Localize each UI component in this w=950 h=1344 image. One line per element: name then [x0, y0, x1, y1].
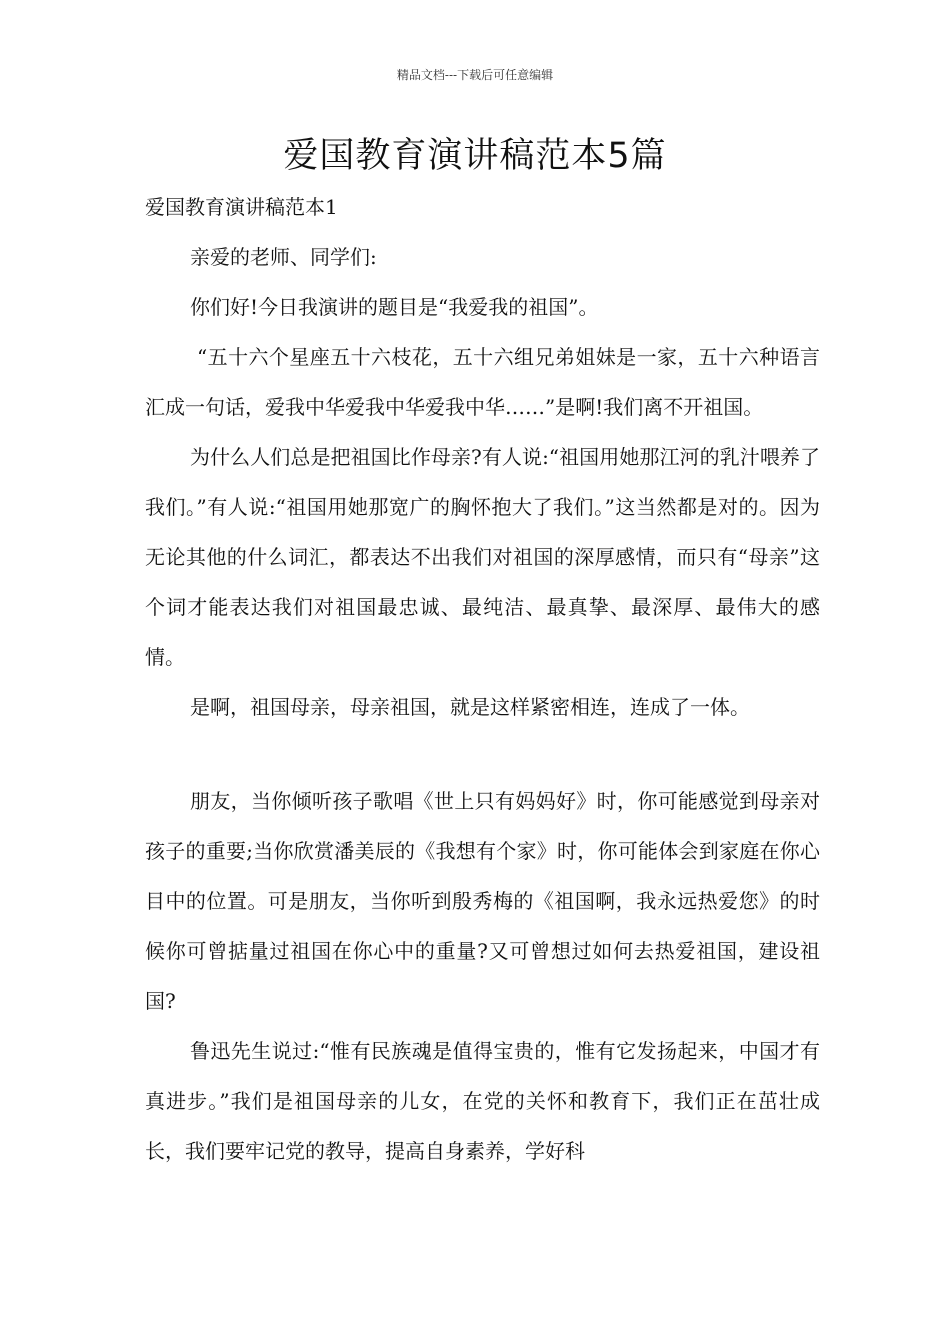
document-title: 爱国教育演讲稿范本5篇	[283, 136, 667, 176]
paragraph-intro: 你们好!今日我演讲的题目是“我爱我的祖国”。	[190, 295, 599, 319]
paragraph-songs: 朋友，当你倾听孩子歌唱《世上只有妈妈好》时，你可能感觉到母亲对孩子的重要;当你欣赏潘美辰的《我想有个家》时，你可能体会到家庭在你心目中的位置。可是朋友，当你听到殷秀梅的《祖国啊，我永远热爱您》的时候你可曾掂量过祖国在你心中的重量?又可曾想过如何去热爱祖国，建设祖国?	[145, 789, 820, 1013]
paragraph-connection: 是啊，祖国母亲，母亲祖国，就是这样紧密相连，连成了一体。	[190, 695, 750, 719]
section-subtitle: 爱国教育演讲稿范本1	[145, 195, 338, 219]
paragraph-song-quote: “五十六个星座五十六枝花，五十六组兄弟姐妹是一家，五十六种语言汇成一句话，爱我中华爱我中华爱我中华……”是啊!我们离不开祖国。	[145, 345, 820, 419]
paragraph-greeting: 亲爱的老师、同学们:	[190, 245, 377, 269]
page-header: 精品文档---下载后可任意编辑	[396, 68, 554, 82]
document-body	[145, 182, 820, 1176]
paragraph-luxun-quote: 鲁迅先生说过:“惟有民族魂是值得宝贵的，惟有它发扬起来，中国才有真进步。”我们是祖国母亲的儿女，在党的关怀和教育下，我们正在茁壮成长，我们要牢记党的教导，提高自身素养，学好科	[145, 1039, 820, 1163]
paragraph-spacer	[145, 732, 820, 776]
paragraph-mother-metaphor: 为什么人们总是把祖国比作母亲?有人说:“祖国用她那江河的乳汁喂养了我们。”有人说:“祖国用她那宽广的胸怀抱大了我们。”这当然都是对的。因为无论其他的什么词汇，都表达不出我们对祖国的深厚感情，而只有“母亲”这个词才能表达我们对祖国最忠诚、最纯洁、最真挚、最深厚、最伟大的感情。	[145, 445, 820, 669]
